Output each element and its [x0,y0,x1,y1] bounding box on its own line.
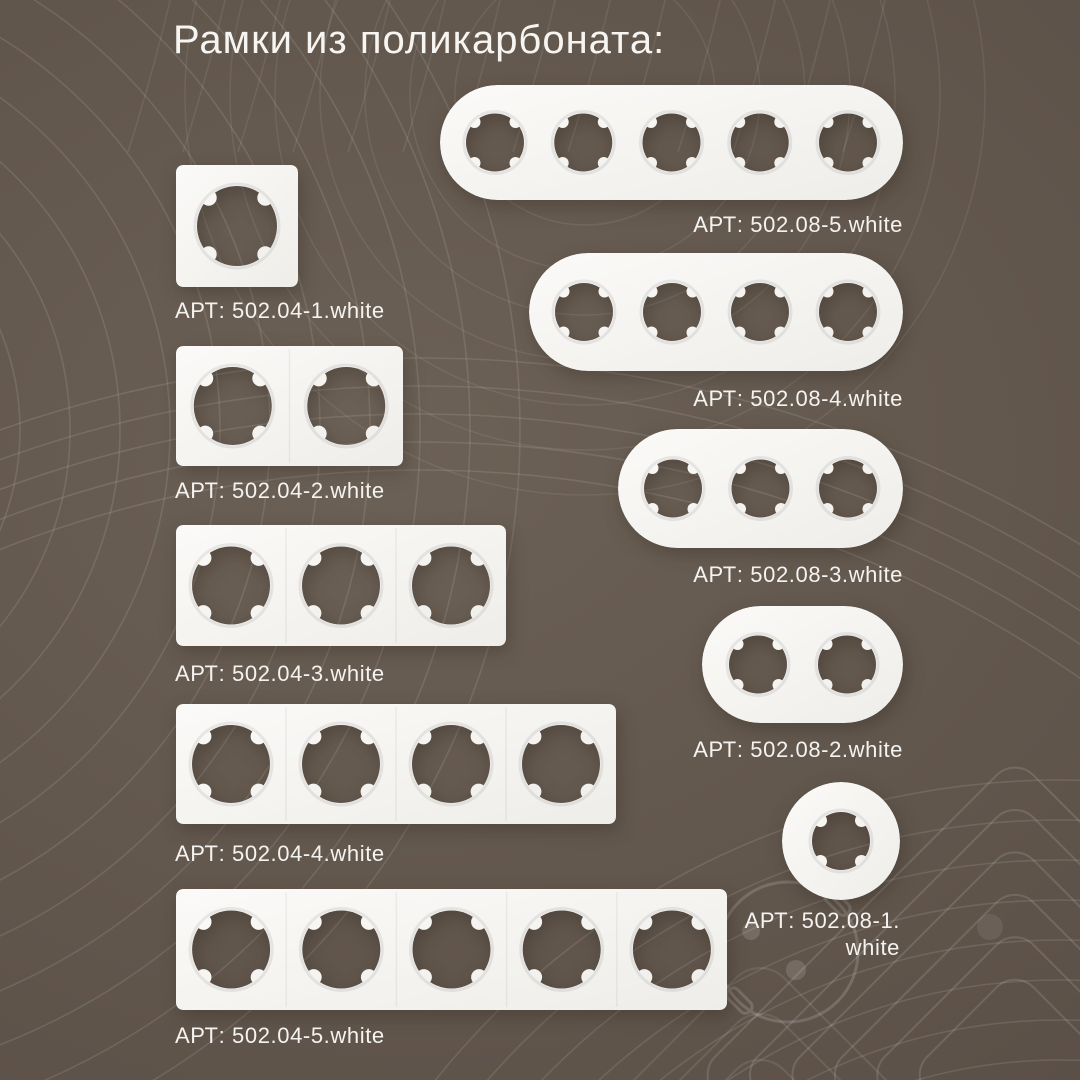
product-frame-502.08-5 [440,85,903,200]
art-label-502.08-1 [745,907,900,961]
product-frame-502.04-4 [176,704,616,824]
frame-graphic-502-08-3 [618,429,903,548]
frame-graphic-502-04-4 [176,704,616,824]
page-title: Рамки из поликарбоната: [173,18,666,62]
art-label-502.04-3: АРТ: 502.04-3.white [175,661,385,686]
frame-graphic-502-04-5 [176,889,727,1010]
frame-graphic-502-04-2 [176,346,403,466]
product-frame-502.04-2 [176,346,403,466]
product-frame-502.08-1 [782,782,900,900]
frame-graphic-502-04-3 [176,525,506,646]
art-label-502.08-2: АРТ: 502.08-2.white [693,737,903,762]
frame-graphic-502-08-1 [782,782,900,900]
product-frame-502.04-1 [176,165,298,287]
frame-graphic-502-08-4 [529,253,903,371]
frame-graphic-502-04-1 [176,165,298,287]
frame-graphic-502-08-5 [440,85,903,200]
product-frame-502.04-3 [176,525,506,646]
art-label-502.04-5: АРТ: 502.04-5.white [175,1023,385,1048]
art-label-502.08-5: АРТ: 502.08-5.white [693,212,903,237]
product-frame-502.08-3 [618,429,903,548]
art-label-502.08-3: АРТ: 502.08-3.white [693,562,903,587]
art-label-line: white [845,935,900,960]
product-frame-502.08-4 [529,253,903,371]
product-frame-502.04-5 [176,889,727,1010]
art-label-502.08-4: АРТ: 502.08-4.white [693,386,903,411]
art-label-502.04-2: АРТ: 502.04-2.white [175,478,385,503]
frame-graphic-502-08-2 [702,606,903,723]
art-label-502.04-4: АРТ: 502.04-4.white [175,841,385,866]
art-label-502.04-1: АРТ: 502.04-1.white [175,298,385,323]
art-label-line: АРТ: 502.08-1. [744,908,900,933]
product-frame-502.08-2 [702,606,903,723]
